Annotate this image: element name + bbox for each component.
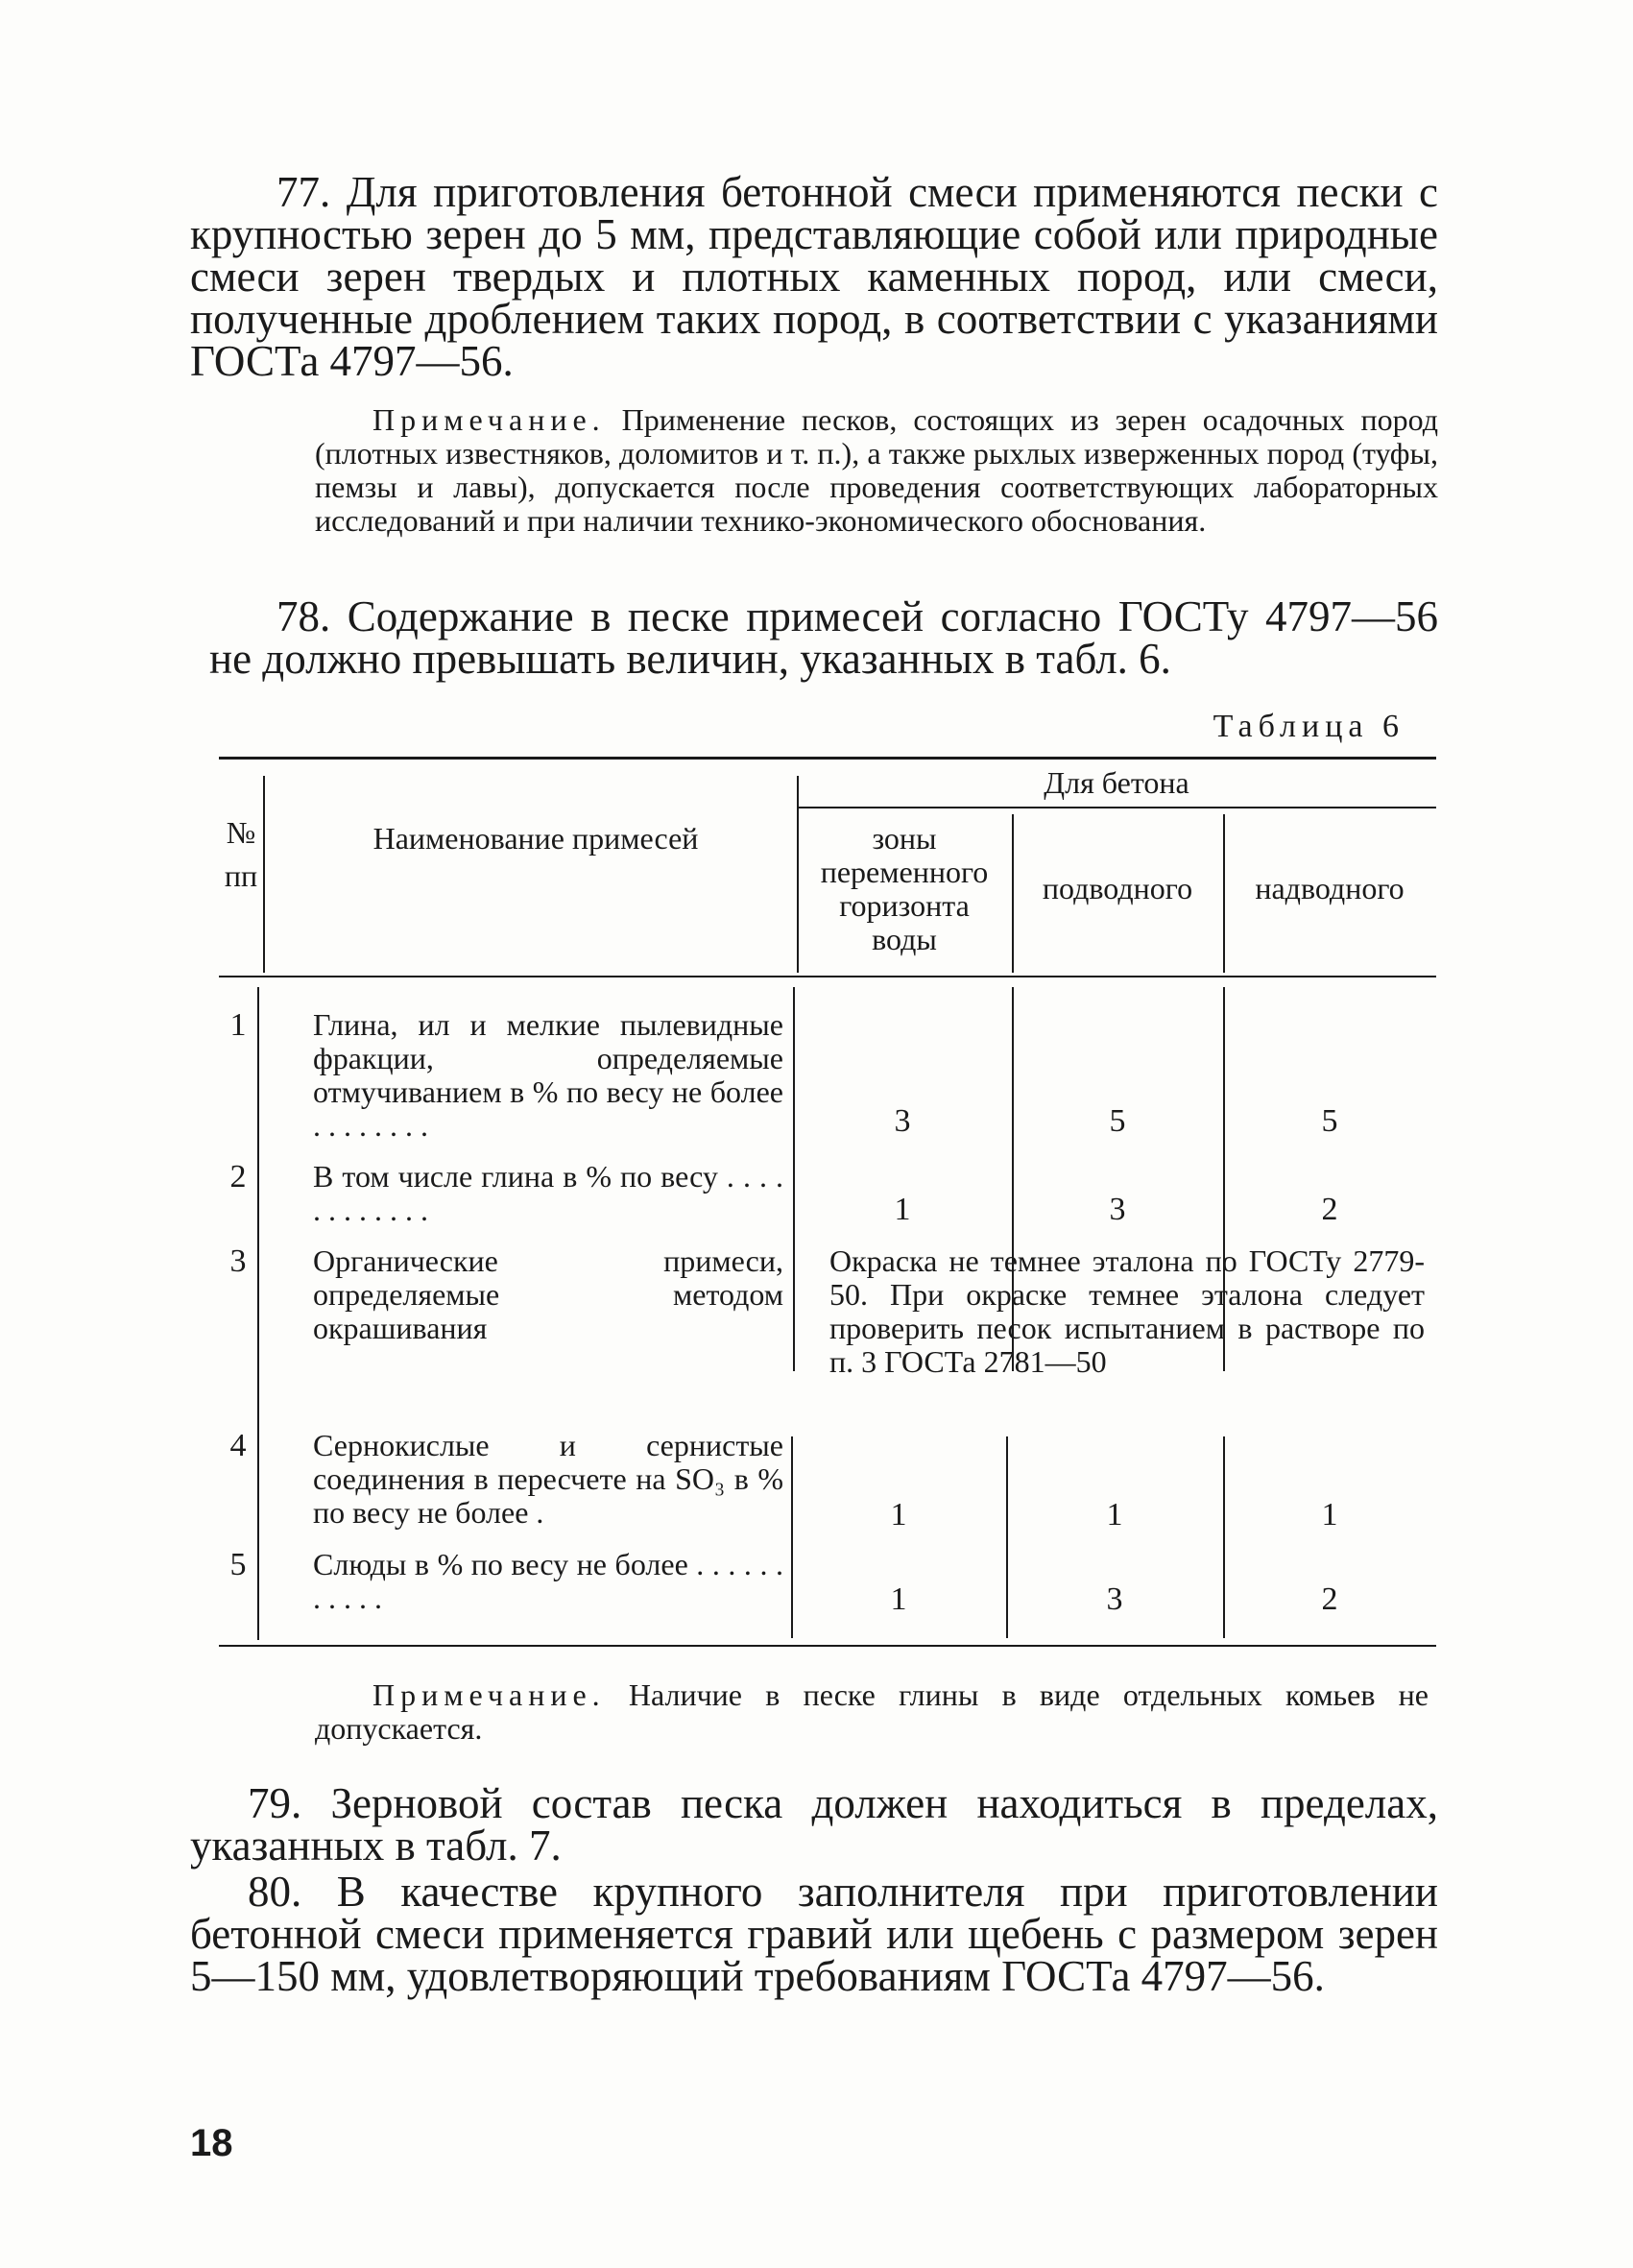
note-2-text: Наличие в песке глины в виде отдельных комьев не допускается. bbox=[315, 1677, 1429, 1746]
page-number: 18 bbox=[190, 2122, 233, 2164]
row-2-value-1: 1 bbox=[894, 1192, 911, 1227]
row-5-num: 5 bbox=[229, 1547, 247, 1582]
header-col-variable-zone: зоны переменного горизонта воды bbox=[820, 821, 989, 956]
row-4-value-2: 1 bbox=[1106, 1497, 1123, 1532]
note-1-label: Примечание. bbox=[372, 402, 606, 437]
row-3-name: Органические примеси, определяемые методом окрашивания bbox=[313, 1243, 783, 1345]
row-2-num: 2 bbox=[229, 1159, 247, 1194]
note-2-label: Примечание. bbox=[372, 1677, 606, 1712]
row-1-value-2: 5 bbox=[1109, 1103, 1126, 1139]
row-2-name: В том числе глина в % по весу . . . . . . . . . . . . bbox=[313, 1159, 783, 1227]
row-4-num: 4 bbox=[229, 1428, 247, 1463]
paragraph-77-text: 77. Для приготовления бетонной смеси применяются пески с крупностью зерен до 5 мм, представляющие собой или природные смеси зерен твердых и плотных каменных пород, или смеси, полученные дроблением таких пород, в соответствии с указаниями ГОСТа 4797—56. bbox=[190, 168, 1438, 385]
row-1-name: Глина, ил и мелкие пылевидные фракции, определяемые отмучиванием в % по весу не более . . . . . . . . bbox=[313, 1007, 783, 1143]
row-4-name: Сернокислые и сернистые соединения в пересчете на SO₃ в % по весу не более . bbox=[313, 1428, 783, 1530]
header-group: Для бетона bbox=[1044, 765, 1189, 800]
note-1-text: Применение песков, состоящих из зерен осадочных пород (плотных известняков, доломитов и т. п.), а также рыхлых изверженных пород (туфы, пемзы и лавы), допускается после проведения соответствующих лабораторных исследований и при наличии технико-экономического обоснования. bbox=[315, 402, 1438, 538]
paragraph-79 bbox=[190, 1779, 1438, 1870]
paragraph-78 bbox=[209, 592, 1438, 683]
header-num-sign: № bbox=[226, 815, 256, 850]
row-1-num: 1 bbox=[229, 1007, 247, 1043]
note-1 bbox=[315, 403, 1438, 538]
row-4-value-1: 1 bbox=[890, 1497, 907, 1532]
paragraph-77 bbox=[190, 168, 1438, 385]
row-5-value-1: 1 bbox=[890, 1581, 907, 1617]
row-2-value-2: 3 bbox=[1109, 1192, 1126, 1227]
header-num-pp: пп bbox=[224, 858, 258, 893]
table-caption: Таблица 6 bbox=[1213, 709, 1405, 744]
row-3-num: 3 bbox=[229, 1243, 247, 1279]
header-name: Наименование примесей bbox=[372, 821, 699, 856]
row-5-name: Слюды в % по весу не более . . . . . . . . . . . bbox=[313, 1547, 783, 1615]
paragraph-80 bbox=[190, 1868, 1438, 2000]
header-num bbox=[219, 816, 263, 893]
row-4-value-3: 1 bbox=[1321, 1497, 1338, 1532]
header-col-underwater: подводного bbox=[1042, 871, 1193, 905]
header-col-above-water: надводного bbox=[1255, 871, 1405, 905]
row-1-value-3: 5 bbox=[1321, 1103, 1338, 1139]
table-6 bbox=[219, 757, 1436, 1650]
paragraph-79-text: 79. Зерновой состав песка должен находиться в пределах, указанных в табл. 7. bbox=[190, 1779, 1438, 1870]
row-3-span-text: Окраска не темнее эталона по ГОСТу 2779-50. При окраске темнее эталона следует проверить песок испытанием в растворе по п. 3 ГОСТа 2781—50 bbox=[829, 1243, 1425, 1379]
row-5-value-2: 3 bbox=[1106, 1581, 1123, 1617]
row-1-value-1: 3 bbox=[894, 1103, 911, 1139]
row-2-value-3: 2 bbox=[1321, 1192, 1338, 1227]
note-2 bbox=[315, 1678, 1429, 1746]
row-5-value-3: 2 bbox=[1321, 1581, 1338, 1617]
paragraph-78-text: 78. Содержание в песке примесей согласно ГОСТу 4797—56 не должно превышать величин, указанных в табл. 6. bbox=[209, 592, 1438, 683]
paragraph-80-text: 80. В качестве крупного заполнителя при приготовлении бетонной смеси применяется гравий или щебень с размером зерен 5—150 мм, удовлетворяющий требованиям ГОСТа 4797—56. bbox=[190, 1868, 1438, 2000]
